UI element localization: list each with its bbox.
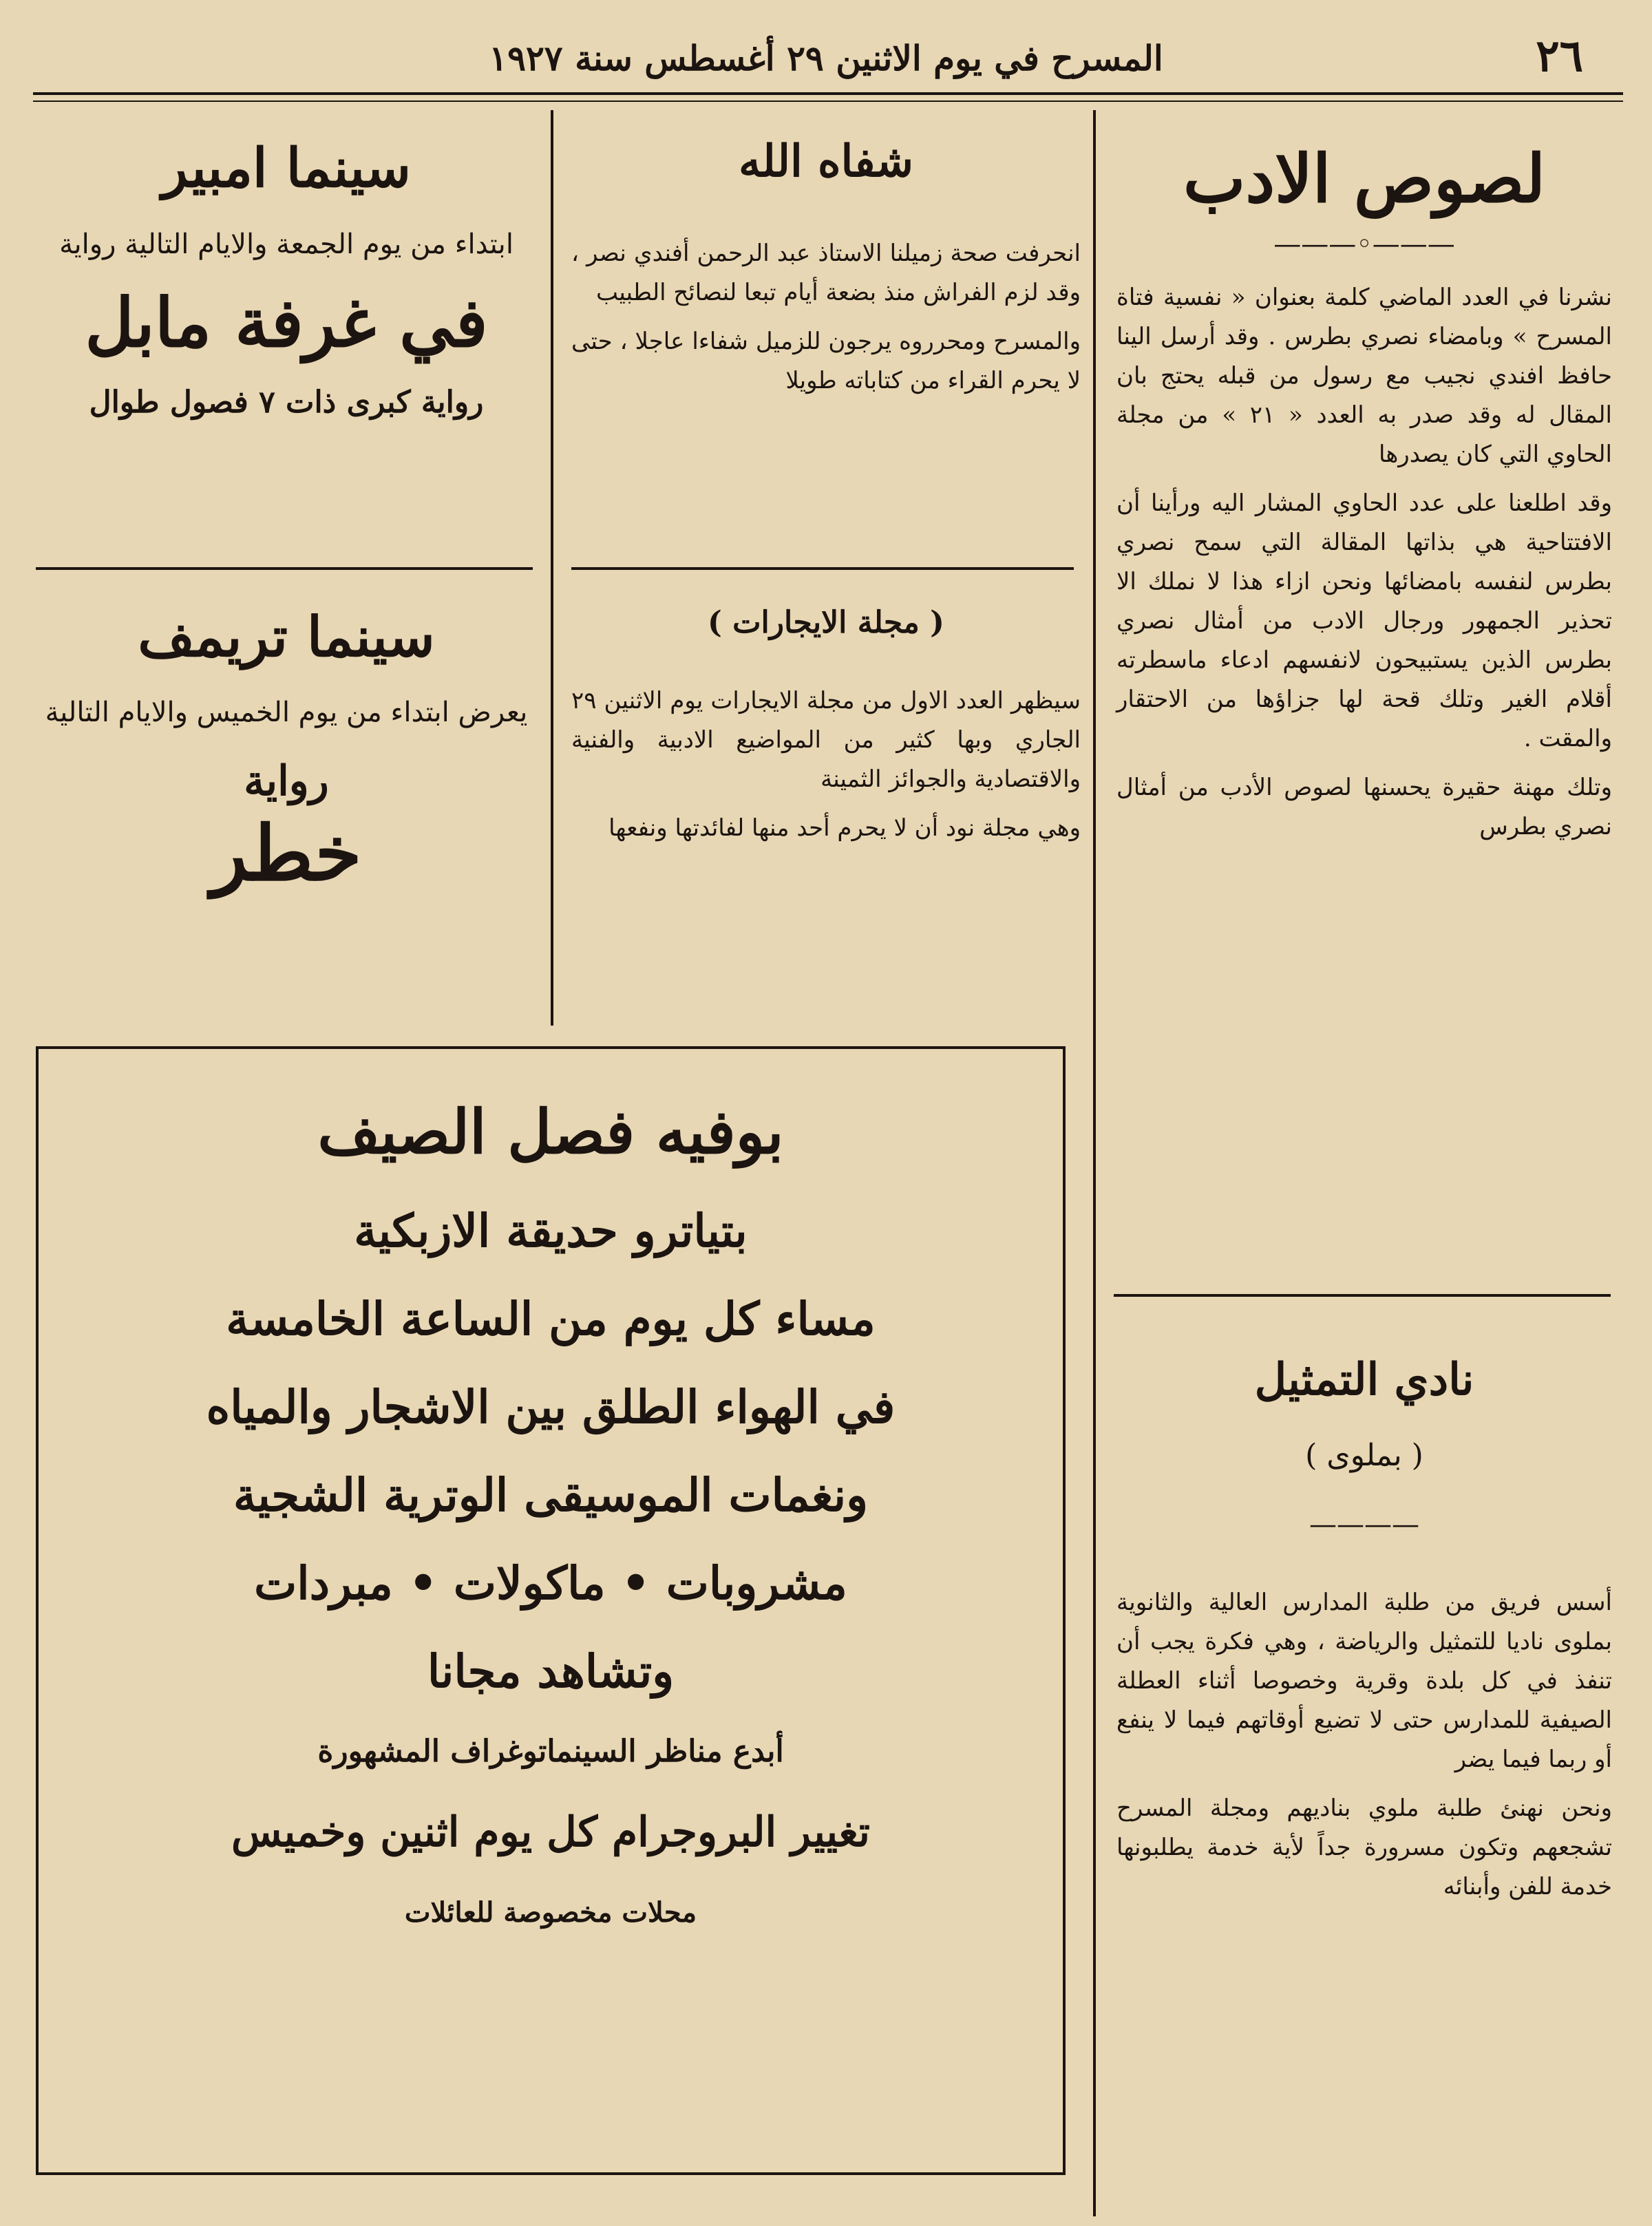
- ad-line: يعرض ابتداء من يوم الخميس والايام التالية: [45, 697, 528, 728]
- section-rule: [1114, 1294, 1611, 1297]
- buffet-ad-content: [39, 1049, 1063, 1936]
- article-paragraph: سيظهر العدد الاول من مجلة الايجارات يوم الاثنين ٢٩ الجاري وبها كثير من المواضيع الادبية والفنية والاقتصادية والجوائز الثمينة: [571, 687, 1081, 793]
- ornament-divider: ———◦———: [1273, 229, 1455, 260]
- article-title: شفاه الله: [738, 136, 914, 187]
- buffet-ad-title: بوفيه فصل الصيف: [317, 1096, 784, 1167]
- article-literary-thieves: [1116, 138, 1612, 856]
- article-acting-club: [1116, 1349, 1612, 1916]
- buffet-ad-line: بتياترو حديقة الازبكية: [354, 1204, 748, 1258]
- page-number: ٢٦: [1536, 30, 1583, 82]
- ad-line: رواية: [244, 757, 329, 805]
- article-paragraph: ونحن نهنئ طلبة ملوي بناديهم ومجلة المسرح تشجعهم وتكون مسرورة جداً لأية خدمة يطلبونها خدمة للفن وأبنائه: [1116, 1794, 1612, 1900]
- article-title: لصوص الادب: [1183, 140, 1546, 218]
- cinema-triumph-ad: [40, 604, 533, 898]
- buffet-ad-line: ونغمات الموسيقى الوترية الشجية: [233, 1468, 869, 1522]
- article-title: نادي التمثيل: [1254, 1354, 1474, 1406]
- ad-title: سينما تريمف: [138, 604, 435, 669]
- article-paragraph: نشرنا في العدد الماضي كلمة بعنوان « نفسية فتاة المسرح » وبامضاء نصري بطرس . وقد أرسل الينا حافظ افندي نجيب مع رسول من قبله يحتج بان المقال له وقد صدر به العدد « ٢١ » من مجلة الحاوي التي كان يصدرها: [1116, 284, 1612, 468]
- ad-title: سينما امبير: [161, 137, 411, 200]
- ornament-divider: ————: [1309, 1509, 1419, 1540]
- article-title: ( مجلة الايجارات ): [708, 605, 944, 640]
- article-get-well: [571, 131, 1081, 410]
- buffet-ad-line: مساء كل يوم من الساعة الخامسة: [226, 1292, 876, 1346]
- buffet-ad-program: تغيير البروجرام كل يوم اثنين وخميس: [231, 1808, 870, 1856]
- article-paragraph: انحرفت صحة زميلنا الاستاذ عبد الرحمن أفندي نصر ، وقد لزم الفراش منذ بضعة أيام تبعا لنصائح الطبيب: [571, 240, 1081, 306]
- ad-line: رواية كبرى ذات ٧ فصول طوال: [89, 385, 484, 420]
- buffet-ad-footer: محلات مخصوصة للعائلات: [404, 1896, 697, 1929]
- buffet-ad-line: وتشاهد مجانا: [427, 1644, 675, 1698]
- column-rule-right: [1093, 110, 1096, 2216]
- section-rule: [36, 567, 533, 570]
- buffet-ad-box: [36, 1046, 1066, 2175]
- section-rule: [571, 567, 1074, 570]
- running-title: المسرح في يوم الاثنين ٢٩ أغسطس سنة ١٩٢٧: [489, 38, 1163, 78]
- article-paragraph: وقد اطلعنا على عدد الحاوي المشار اليه ورأينا أن الافتتاحية هي بذاتها المقالة التي سمح نصري بطرس لنفسه بامضائها ونحن ازاء هذا لا نملك الا تحذير الجمهور ورجال الادب من أمثال نصري بطرس الذين يستبيحون لانفسهم ادعاء ماسطرته أقلام الغير وتلك قحة لها جزاؤها من الاحتقار والمقت .: [1116, 489, 1612, 752]
- article-rentals-magazine: [571, 599, 1081, 858]
- article-subtitle: ( بملوى ): [1305, 1438, 1423, 1473]
- ad-feature: خطر: [211, 809, 362, 898]
- column-rule-middle: [551, 110, 553, 1026]
- buffet-ad-line: مشروبات • ماكولات • مبردات: [254, 1556, 847, 1610]
- cinema-empire-ad: [40, 138, 533, 427]
- header-rule-top: [33, 92, 1623, 95]
- ad-feature: في غرفة مابل: [85, 284, 488, 363]
- article-paragraph: وتلك مهنة حقيرة يحسنها لصوص الأدب من أمثال نصري بطرس: [1116, 774, 1612, 840]
- buffet-ad-small-line: أبدع مناظر السينماتوغراف المشهورة: [317, 1734, 784, 1769]
- article-paragraph: وهي مجلة نود أن لا يحرم أحد منها لفائدتها ونفعها: [608, 814, 1081, 842]
- article-paragraph: أسس فريق من طلبة المدارس العالية والثانوية بملوى ناديا للتمثيل والرياضة ، وهي فكرة يجب أن تنفذ في كل بلدة وقرية وخصوصا أثناء العطلة الصيفية للمدارس حتى لا تضيع أوقاتهم فيما لا ينفع أو ربما فيما يضر: [1116, 1589, 1612, 1773]
- article-paragraph: والمسرح ومحرروه يرجون للزميل شفاءا عاجلا ، حتى لا يحرم القراء من كتاباته طويلا: [571, 328, 1081, 394]
- buffet-ad-line: في الهواء الطلق بين الاشجار والمياه: [206, 1380, 896, 1434]
- header-rule-bottom: [33, 100, 1623, 102]
- ad-line: ابتداء من يوم الجمعة والايام التالية رواية: [59, 229, 513, 260]
